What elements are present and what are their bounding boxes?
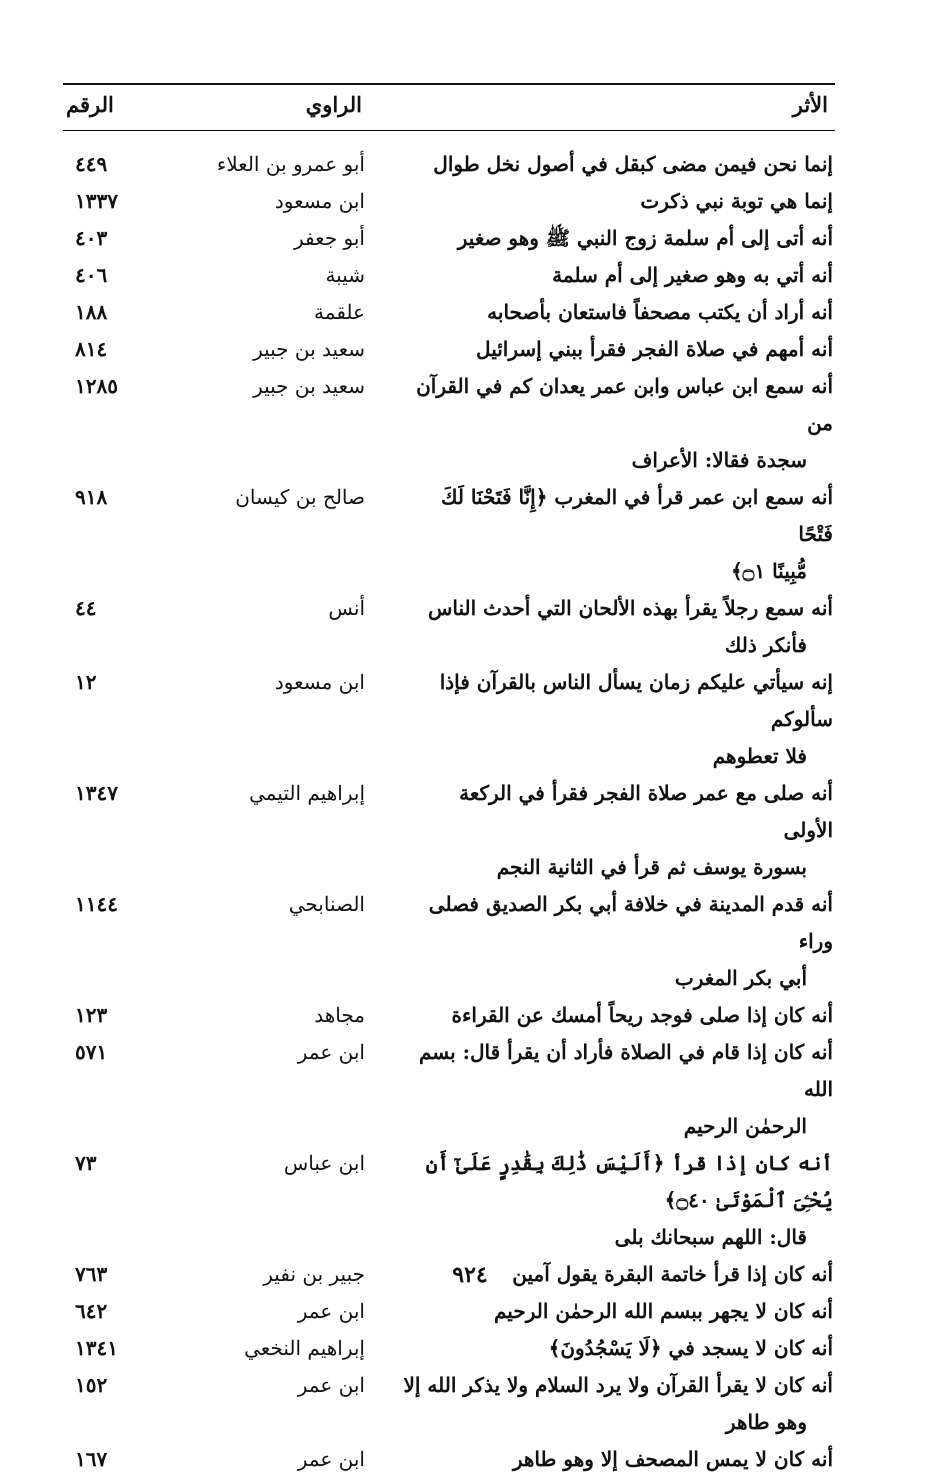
table-row: [63, 368, 835, 479]
raqm-cell: ٦٤٢: [75, 1299, 108, 1323]
table-row: [63, 479, 835, 590]
rawi-cell: ابن عمر: [297, 1373, 365, 1397]
table-row: [63, 1145, 835, 1256]
raqm-cell: ١٥٢: [75, 1373, 108, 1397]
athar-cell: [403, 1330, 835, 1367]
raqm-cell: ١٣٤٧: [75, 781, 118, 805]
athar-cell: [403, 479, 835, 590]
raqm-cell: ١٣٣٧: [75, 189, 118, 213]
table-row: [63, 664, 835, 775]
rawi-cell: علقمة: [314, 300, 365, 324]
rawi-cell: سعيد بن جبير: [253, 337, 365, 361]
table-row: [63, 775, 835, 886]
table-row: [63, 331, 835, 368]
top-rule: [63, 83, 835, 85]
raqm-cell: ٧٦٣: [75, 1262, 108, 1286]
athar-text: أنه أتي به وهو صغير إلى أم سلمة: [552, 263, 833, 287]
athar-text: إنما هي توبة نبي ذكرت: [640, 189, 833, 213]
raqm-cell: ١٢٨٥: [75, 374, 118, 398]
athar-cell: [403, 997, 835, 1034]
athar-text: أنه كان لا يجهر ببسم الله الرحمٰن الرحيم: [493, 1299, 833, 1323]
rawi-cell: أنس: [328, 596, 365, 620]
table-row: [63, 1034, 835, 1145]
athar-text: أنه أراد أن يكتب مصحفاً فاستعان بأصحابه: [487, 300, 833, 324]
athar-text: أنه كان إذا قرأ خاتمة البقرة يقول آمين: [512, 1262, 833, 1286]
rawi-cell: سعيد بن جبير: [253, 374, 365, 398]
athar-continuation: فلا تعطوهم: [712, 744, 807, 768]
athar-cell: [403, 183, 835, 220]
athar-text: أنه كان لا يسجد في ﴿لَا يَسْجُدُونَ﴾: [548, 1336, 833, 1360]
athar-text: إنه سيأتي عليكم زمان يسأل الناس بالقرآن فإذا سألوكم: [439, 670, 833, 731]
rawi-cell: إبراهيم التيمي: [249, 781, 365, 805]
raqm-cell: ٤٤٩: [75, 152, 108, 176]
raqm-cell: ٤٠٦: [75, 263, 108, 287]
raqm-cell: ١١٤٤: [75, 892, 118, 916]
athar-text: أنه كان إذا قرأ ﴿أَلَيْسَ ذَٰلِكَ بِقَٰدِرٍ عَلَىٰٓ أَن يُحْـِۧىَ ٱلْمَوْتَىٰ ۝٤٠﴾: [425, 1151, 833, 1212]
header-athar: الأثر: [792, 92, 828, 117]
raqm-cell: ١٢٣: [75, 1003, 108, 1027]
athar-text: أنه أتى إلى أم سلمة زوج النبي ﷺ وهو صغير: [457, 226, 833, 250]
header-rawi: الراوي: [305, 92, 362, 117]
raqm-cell: ١٦٧: [75, 1447, 108, 1471]
table-row: [63, 997, 835, 1034]
athar-text: أنه قدم المدينة في خلافة أبي بكر الصديق فصلى وراء: [428, 892, 833, 953]
rawi-cell: شيبة: [325, 263, 365, 287]
athar-continuation: أبي بكر المغرب: [674, 966, 807, 990]
table-row: [63, 886, 835, 997]
table-row: [63, 1441, 835, 1478]
athar-continuation: قال: اللهم سبحانك بلى: [614, 1225, 807, 1249]
table-row: [63, 257, 835, 294]
rawi-cell: ابن عمر: [297, 1447, 365, 1471]
table-row: [63, 183, 835, 220]
raqm-cell: ١٨٨: [75, 300, 108, 324]
raqm-cell: ٤٤: [75, 596, 97, 620]
rawi-cell: ابن عباس: [283, 1151, 365, 1175]
raqm-cell: ١٣٤١: [75, 1336, 118, 1360]
athar-cell: [403, 1441, 835, 1478]
athar-cell: [403, 1293, 835, 1330]
table-row: [63, 1367, 835, 1441]
athar-text: أنه سمع ابن عباس وابن عمر يعدان كم في القرآن من: [416, 374, 833, 435]
athar-cell: [403, 1145, 835, 1256]
rawi-cell: مجاهد: [314, 1003, 365, 1027]
rawi-cell: ابن عمر: [297, 1040, 365, 1064]
athar-continuation: بسورة يوسف ثم قرأ في الثانية النجم: [496, 855, 807, 879]
raqm-cell: ٩١٨: [75, 485, 108, 509]
rawi-cell: أبو جعفر: [294, 226, 365, 250]
rawi-cell: ابن عمر: [297, 1299, 365, 1323]
rawi-cell: ابن مسعود: [274, 189, 365, 213]
athar-text: أنه كان لا يمس المصحف إلا وهو طاهر: [512, 1447, 833, 1471]
table-row: [63, 590, 835, 664]
rawi-cell: صالح بن كيسان: [235, 485, 365, 509]
athar-cell: [403, 257, 835, 294]
athar-continuation: فأنكر ذلك: [724, 633, 807, 657]
athar-text: إنما نحن فيمن مضى كبقل في أصول نخل طوال: [433, 152, 833, 176]
athar-cell: [403, 590, 835, 664]
header-rule: [63, 130, 835, 131]
table-row: [63, 1293, 835, 1330]
raqm-cell: ٥٧١: [75, 1040, 108, 1064]
athar-continuation: الرحمٰن الرحيم: [683, 1114, 807, 1138]
table-row: [63, 146, 835, 183]
athar-text: أنه كان إذا قام في الصلاة فأراد أن يقرأ قال: بسم الله: [418, 1040, 833, 1101]
rawi-cell: إبراهيم النخعي: [244, 1336, 365, 1360]
athar-cell: [403, 368, 835, 479]
athar-text: أنه سمع ابن عمر قرأ في المغرب ﴿إِنَّا فَتَحْنَا لَكَ فَتْحًا: [441, 485, 833, 546]
athar-text: أنه كان لا يقرأ القرآن ولا يرد السلام ولا يذكر الله إلا: [403, 1373, 833, 1397]
athar-continuation: وهو طاهر: [725, 1410, 807, 1434]
athar-cell: [403, 664, 835, 775]
athar-cell: [403, 775, 835, 886]
raqm-cell: ٨١٤: [75, 337, 108, 361]
rawi-cell: جبير بن نفير: [263, 1262, 365, 1286]
athar-cell: [403, 220, 835, 257]
athar-continuation: سجدة فقالا: الأعراف: [631, 448, 807, 472]
table-row: [63, 1330, 835, 1367]
page-number: ٩٢٤: [452, 1262, 488, 1288]
rawi-cell: ابن مسعود: [274, 670, 365, 694]
athar-continuation: مُّبِينًا ۝١﴾: [730, 559, 807, 583]
athar-cell: [403, 331, 835, 368]
raqm-cell: ٧٣: [75, 1151, 97, 1175]
athar-cell: [403, 1367, 835, 1441]
athar-text: أنه كان إذا صلى فوجد ريحاً أمسك عن القراءة: [451, 1003, 833, 1027]
table-row: [63, 220, 835, 257]
raqm-cell: ٤٠٣: [75, 226, 108, 250]
athar-text: أنه سمع رجلاً يقرأ بهذه الألحان التي أحدث الناس: [427, 596, 833, 620]
table-row: [63, 294, 835, 331]
raqm-cell: ١٢: [75, 670, 97, 694]
athar-text: أنه صلى مع عمر صلاة الفجر فقرأ في الركعة الأولى: [459, 781, 833, 842]
athar-text: أنه أمهم في صلاة الفجر فقرأ ببني إسرائيل: [476, 337, 833, 361]
header-raqm: الرقم: [66, 92, 114, 117]
athar-cell: [403, 294, 835, 331]
rawi-cell: الصنابحي: [288, 892, 365, 916]
rawi-cell: أبو عمرو بن العلاء: [216, 152, 365, 176]
athar-cell: [403, 886, 835, 997]
athar-cell: [403, 146, 835, 183]
athar-cell: [403, 1034, 835, 1145]
